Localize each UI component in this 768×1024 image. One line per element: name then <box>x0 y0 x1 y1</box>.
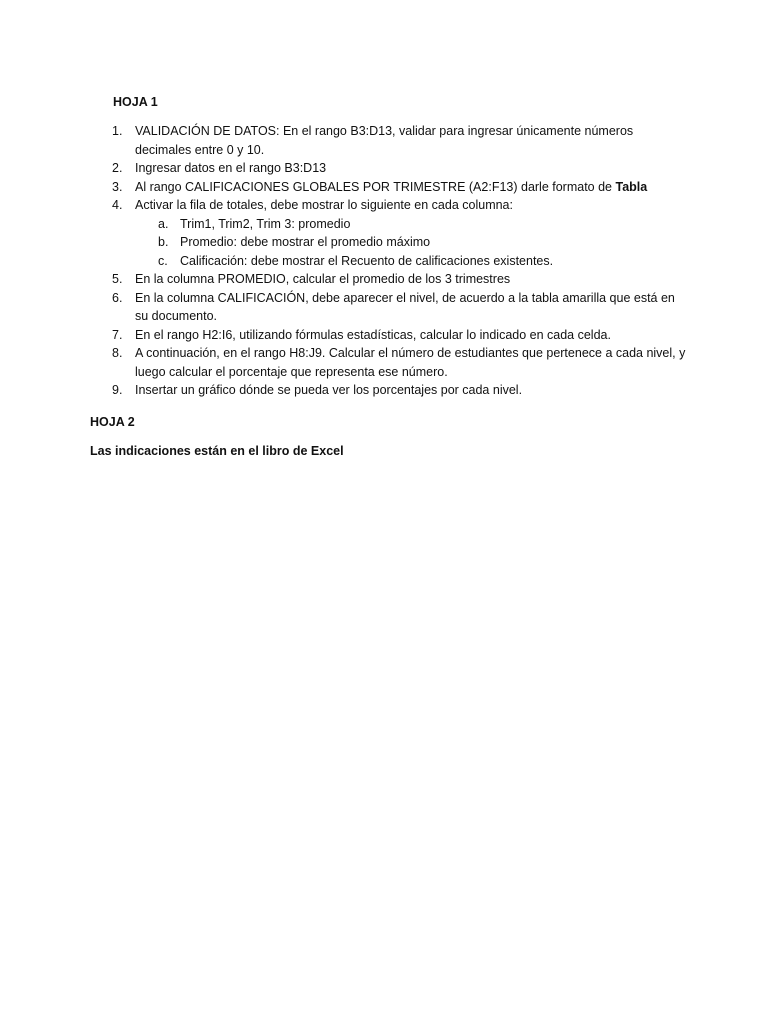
list-number: 3. <box>112 179 123 194</box>
list-item <box>90 159 690 178</box>
list-number: 8. <box>112 346 123 360</box>
list-text: Activar la fila de totales, debe mostrar lo siguiente en cada columna: <box>135 198 513 212</box>
instruction-list <box>90 122 690 400</box>
sub-list-item <box>135 233 690 252</box>
sub-list-text: Promedio: debe mostrar el promedio máximo <box>180 235 431 249</box>
list-number: 2. <box>112 161 123 175</box>
list-item <box>90 196 690 270</box>
list-text: Al rango CALIFICACIONES GLOBALES POR TRIMESTRE (A2:F13) darle formato de <box>135 179 616 194</box>
sub-list-letter: c. <box>158 253 168 268</box>
sub-list-letter: b. <box>158 235 169 249</box>
sub-list <box>135 215 690 271</box>
list-text: Ingresar datos en el rango B3:D13 <box>135 161 327 175</box>
list-text: Insertar un gráfico dónde se pueda ver los porcentajes por cada nivel. <box>135 383 523 397</box>
list-item <box>90 178 690 197</box>
list-number: 5. <box>112 272 123 286</box>
list-number: 1. <box>112 124 123 138</box>
list-number: 9. <box>112 383 123 397</box>
list-item <box>90 326 690 345</box>
list-number: 7. <box>112 327 123 342</box>
bold-term: Tabla <box>615 179 648 194</box>
sub-list-text: Calificación: debe mostrar el Recuento de calificaciones existentes. <box>180 253 554 268</box>
sub-list-text: Trim1, Trim2, Trim 3: promedio <box>180 216 351 231</box>
list-number: 4. <box>112 198 123 212</box>
list-item <box>90 344 690 381</box>
list-text: A continuación, en el rango H8:J9. Calcular el número de estudiantes que pertenece a cada nivel, y luego calcular el porcentaje que representa ese número. <box>135 346 686 379</box>
list-item <box>90 289 690 326</box>
sub-list-item <box>135 252 690 271</box>
list-text: En la columna PROMEDIO, calcular el promedio de los 3 trimestres <box>135 272 511 286</box>
list-text: En el rango H2:I6, utilizando fórmulas estadísticas, calcular lo indicado en cada celda. <box>135 327 611 342</box>
list-item <box>90 122 690 159</box>
sub-list-letter: a. <box>158 216 169 231</box>
list-item <box>90 270 690 289</box>
sub-list-item <box>135 215 690 234</box>
excel-note: Las indicaciones están en el libro de Excel <box>90 444 344 458</box>
list-text: VALIDACIÓN DE DATOS: En el rango B3:D13, validar para ingresar únicamente números decimales entre 0 y 10. <box>135 124 634 157</box>
list-number: 6. <box>112 290 123 305</box>
heading-hoja-2: HOJA 2 <box>90 415 135 429</box>
list-item <box>90 381 690 400</box>
list-text: En la columna CALIFICACIÓN, debe aparecer el nivel, de acuerdo a la tabla amarilla que está en su documento. <box>135 290 675 323</box>
heading-hoja-1: HOJA 1 <box>113 95 158 109</box>
